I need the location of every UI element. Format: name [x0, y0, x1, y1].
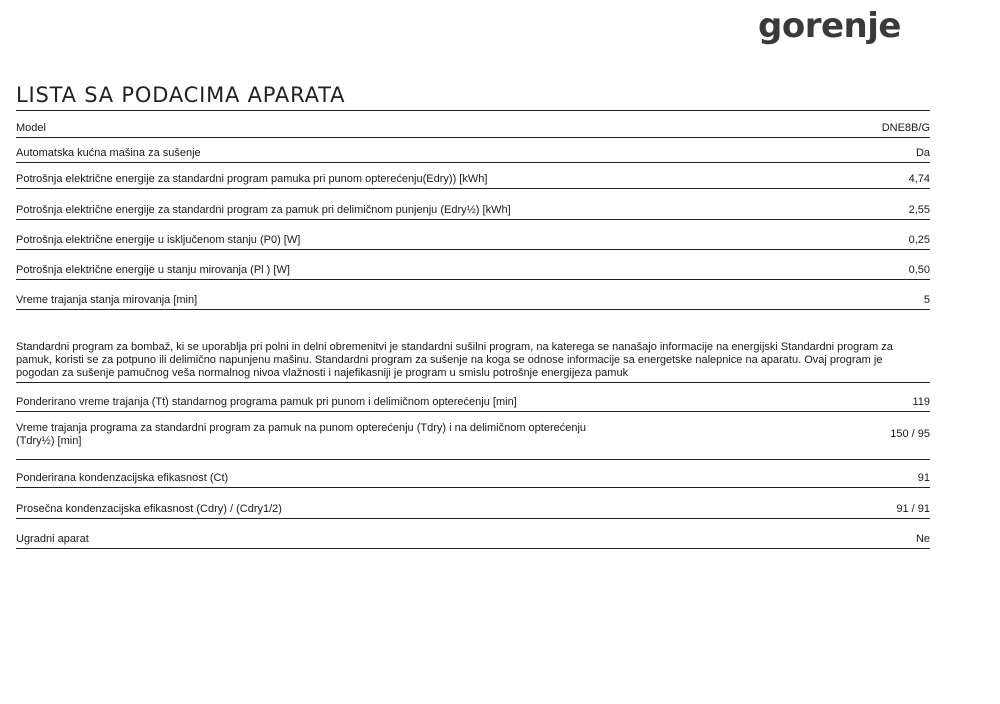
row-value: DNE8B/G — [881, 122, 930, 134]
row-value: 119 — [912, 396, 930, 408]
table-row-model — [16, 117, 930, 138]
table-row-pl — [16, 250, 930, 280]
table-row-tt — [16, 383, 930, 412]
row-label: Automatska kućna mašina za sušenje — [16, 147, 201, 159]
row-label: Potrošnja električne energije za standardni program pamuka pri punom opterećenju(Edry)) [kWh] — [16, 173, 488, 185]
row-label: Model — [16, 122, 46, 134]
table-row-program-description — [16, 310, 930, 383]
row-value: 2,55 — [908, 204, 930, 216]
table-row-tdry — [16, 412, 930, 460]
row-value: 4,74 — [908, 173, 930, 185]
row-value: 150 / 95 — [890, 428, 930, 440]
row-label: Standardni program za bombaž, ki se uporablja pri polni in delni obremenitvi je standardni sušilni program, na katerega se nanašajo informacije na energijski Standardni program za pamuk, koristi se za potpuno ili delimično napunjenu mašinu. Standardni program za sušenje na koga se odnose informacije sa energetske nalepnice na aparatu. Ovaj program je pogodan za sušenje pamučnog veša normalnog nivoa vlažnosti i najefikasniji je program u smislu potrošnje energijeza pamuk — [16, 341, 893, 379]
row-value: 91 — [917, 472, 930, 484]
table-row-edry-half — [16, 189, 930, 220]
table-row-built-in — [16, 519, 930, 549]
row-value: Da — [915, 147, 930, 159]
table-row-p0 — [16, 220, 930, 250]
row-value: 0,25 — [908, 234, 930, 246]
row-label: Prosečna kondenzacijska efikasnost (Cdry) / (Cdry1/2) — [16, 503, 282, 515]
row-label: Vreme trajanja stanja mirovanja [min] — [16, 294, 198, 306]
table-row-standby-duration — [16, 280, 930, 310]
row-label: Potrošnja električne energije za standardni program za pamuk pri delimičnom punjenju (Edry½) [kWh] — [16, 204, 511, 216]
table-row-ct — [16, 460, 930, 488]
row-value: 91 / 91 — [896, 503, 930, 515]
page-title: LISTA SA PODACIMA APARATA — [16, 82, 930, 111]
row-label: Ponderirano vreme trajanja (Tt) standarnog programa pamuk pri punom i delimičnom opterećenju [min] — [16, 396, 517, 408]
table-row-automatic — [16, 138, 930, 163]
table-row-edry — [16, 163, 930, 189]
data-table — [16, 117, 930, 549]
gorenje-logo: gorenje — [758, 6, 901, 46]
row-value: 0,50 — [908, 264, 930, 276]
row-label: Ponderirana kondenzacijska efikasnost (Ct) — [16, 472, 229, 484]
row-value: 5 — [923, 294, 930, 306]
table-row-cdry — [16, 488, 930, 519]
row-label: Potrošnja električne energije u isključenom stanju (P0) [W] — [16, 234, 301, 246]
row-label: Potrošnja električne energije u stanju mirovanja (Pl ) [W] — [16, 264, 290, 276]
row-value: Ne — [915, 533, 930, 545]
row-label: Vreme trajanja programa za standardni program za pamuk na punom opterećenju (Tdry) i na delimičnom opterećenju (Tdry½) [min] — [16, 421, 587, 447]
row-label: Ugradni aparat — [16, 533, 89, 545]
